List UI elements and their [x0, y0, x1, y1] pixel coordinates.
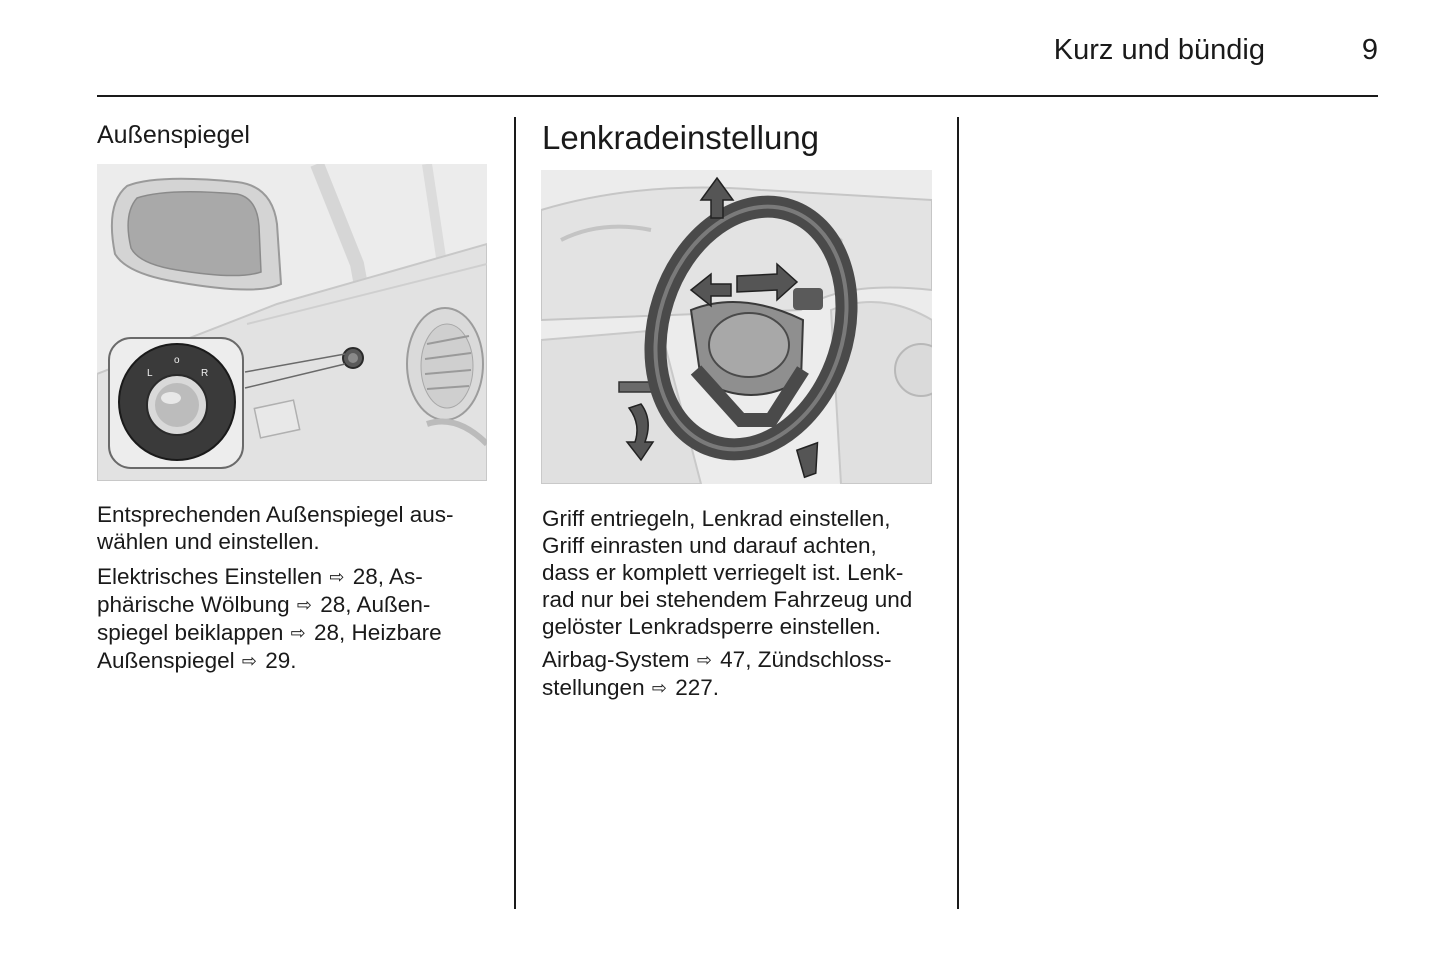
paragraph-steering-adjust: Griff entriegeln, Lenkrad einstellen, Griff einrasten und darauf achten, dass er komplett verriegelt ist. Lenk- rad nur bei stehendem Fahrzeug und gelöster Lenkradsperre einstellen. — [542, 506, 913, 639]
label-center: o — [174, 355, 180, 366]
heading-lenkradeinstellung: Lenkradeinstellung — [542, 119, 820, 156]
see-page-arrow-icon: ⇨ — [241, 651, 257, 671]
mirror-illustration-svg — [97, 164, 487, 481]
column-divider-1 — [514, 117, 516, 909]
label-right: R — [201, 368, 209, 379]
mirror-control-illustration — [97, 164, 487, 481]
reference-link[interactable]: 47, Zündschloss- — [720, 647, 892, 672]
reference-link[interactable]: 29. — [265, 648, 297, 673]
heading-aussenspiegel: Außenspiegel — [97, 121, 250, 149]
see-page-arrow-icon: ⇨ — [290, 623, 306, 643]
see-page-arrow-icon: ⇨ — [329, 567, 345, 587]
reference-link[interactable]: 28, Außen- — [320, 592, 431, 617]
column-divider-2 — [957, 117, 959, 909]
running-header-title: Kurz und bündig — [1053, 34, 1265, 66]
see-page-arrow-icon: ⇨ — [296, 595, 312, 615]
steering-wheel-illustration — [541, 170, 932, 484]
paragraph-steering-references: Airbag-System ⇨ 47, Zündschloss- stellungen ⇨ 227. — [542, 647, 892, 700]
page-number: 9 — [1361, 34, 1378, 66]
paragraph-mirror-select: Entsprechenden Außenspiegel aus- wählen und einstellen. — [97, 502, 454, 554]
reference-link[interactable]: 227. — [675, 675, 720, 700]
see-page-arrow-icon: ⇨ — [696, 650, 712, 670]
paragraph-mirror-references: Elektrisches Einstellen ⇨ 28, As- phärische Wölbung ⇨ 28, Außen- spiegel beiklappen ⇨ 28, Heizbare Außenspiegel ⇨ 29. — [97, 564, 442, 673]
see-page-arrow-icon: ⇨ — [651, 678, 667, 698]
label-left: L — [147, 368, 153, 379]
reference-link[interactable]: 28, Heizbare — [314, 620, 442, 645]
steering-wheel-svg — [541, 170, 932, 484]
reference-link[interactable]: 28, As- — [352, 564, 423, 589]
header-rule — [97, 95, 1378, 97]
